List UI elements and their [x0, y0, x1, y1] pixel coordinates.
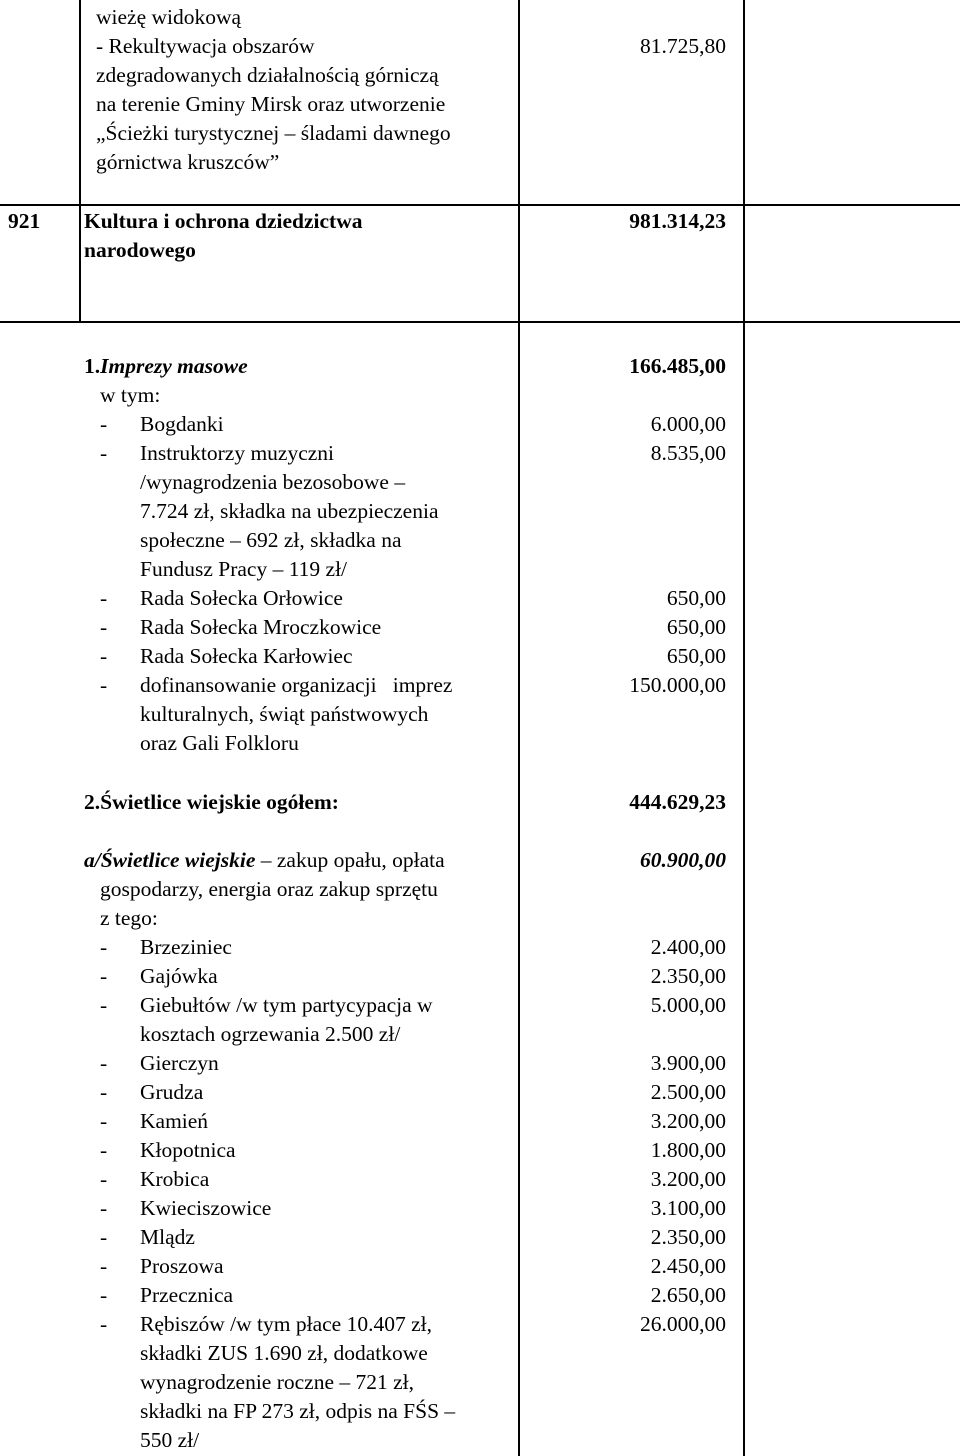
list-amount: 26.000,00: [640, 1312, 726, 1336]
col-divider-amount: [743, 0, 745, 1456]
list-item: Mlądz: [140, 1225, 195, 1249]
list-amount: 2.400,00: [650, 935, 726, 959]
list-amount: 2.450,00: [650, 1254, 726, 1278]
list-item: Brzeziniec: [140, 935, 232, 959]
list-amount: 8.535,00: [650, 441, 726, 465]
swietlice-sub-title: a/Świetlice wiejskie: [84, 848, 256, 872]
imprezy-title: Imprezy masowe: [100, 354, 248, 378]
col-divider-desc: [518, 0, 520, 1456]
list-item-cont: 7.724 zł, składka na ubezpieczenia: [140, 499, 439, 523]
list-amount: 5.000,00: [650, 993, 726, 1017]
row-divider-1: [0, 204, 960, 206]
dash: -: [100, 1167, 108, 1191]
section-amount: 981.314,23: [629, 209, 726, 233]
list-item-cont: kosztach ogrzewania 2.500 zł/: [140, 1022, 401, 1046]
dash: -: [100, 615, 108, 639]
dash: -: [100, 1312, 108, 1336]
dash: -: [100, 586, 108, 610]
row-divider-2: [0, 321, 960, 323]
swietlice-sub-heading: [84, 846, 445, 875]
dash: -: [100, 412, 108, 436]
list-item-cont: oraz Gali Folkloru: [140, 731, 299, 755]
dash: -: [100, 441, 108, 465]
swietlice-sub-amount: 60.900,00: [640, 848, 726, 872]
imprezy-amount: 166.485,00: [629, 354, 726, 378]
dash: -: [100, 1109, 108, 1133]
list-item: Rada Sołecka Orłowice: [140, 586, 343, 610]
list-item-cont: 550 zł/: [140, 1428, 200, 1452]
dash: -: [100, 935, 108, 959]
prev-amount: 81.725,80: [640, 34, 726, 58]
imprezy-wtym: w tym:: [100, 383, 161, 407]
dash: -: [100, 1080, 108, 1104]
section-title: Kultura i ochrona dziedzictwa: [84, 209, 363, 233]
list-amount: 2.650,00: [650, 1283, 726, 1307]
dash: -: [100, 1196, 108, 1220]
list-item: Grudza: [140, 1080, 204, 1104]
swietlice-sub-rest: – zakup opału, opłata: [255, 848, 445, 872]
list-amount: 150.000,00: [629, 673, 726, 697]
list-item: Instruktorzy muzyczni: [140, 441, 335, 465]
list-amount: 3.100,00: [650, 1196, 726, 1220]
list-item: Gajówka: [140, 964, 218, 988]
prev-line: zdegradowanych działalnością górniczą: [96, 63, 439, 87]
list-item-cont: /wynagrodzenia bezosobowe –: [140, 470, 406, 494]
swietlice-ztego: z tego:: [100, 906, 158, 930]
list-item: Proszowa: [140, 1254, 224, 1278]
list-item: Kłopotnica: [140, 1138, 236, 1162]
col-divider-code: [79, 0, 81, 323]
dash: -: [100, 993, 108, 1017]
list-item-cont: kulturalnych, świąt państwowych: [140, 702, 429, 726]
list-amount: 6.000,00: [650, 412, 726, 436]
swietlice-sub-line2: gospodarzy, energia oraz zakup sprzętu: [100, 877, 438, 901]
dash: -: [100, 1283, 108, 1307]
prev-line: górnictwa kruszców”: [96, 150, 280, 174]
dash: -: [100, 673, 108, 697]
list-item: Kamień: [140, 1109, 209, 1133]
list-item-cont: społeczne – 692 zł, składka na: [140, 528, 402, 552]
list-item-cont: składki na FP 273 zł, odpis na FŚS –: [140, 1399, 456, 1423]
list-item: Krobica: [140, 1167, 210, 1191]
list-item: Rębiszów /w tym płace 10.407 zł,: [140, 1312, 432, 1336]
list-item-cont: wynagrodzenie roczne – 721 zł,: [140, 1370, 415, 1394]
list-item: dofinansowanie organizacji imprez: [140, 673, 453, 697]
prev-line: „Ścieżki turystycznej – śladami dawnego: [96, 121, 451, 145]
list-amount: 2.500,00: [650, 1080, 726, 1104]
list-amount: 2.350,00: [650, 1225, 726, 1249]
prev-line: na terenie Gminy Mirsk oraz utworzenie: [96, 92, 446, 116]
imprezy-number: 1.: [84, 354, 101, 378]
list-item: Bogdanki: [140, 412, 224, 436]
dash: -: [100, 964, 108, 988]
section-title: narodowego: [84, 238, 196, 262]
list-amount: 3.200,00: [650, 1109, 726, 1133]
list-amount: 3.900,00: [650, 1051, 726, 1075]
dash: -: [100, 1225, 108, 1249]
list-amount: 3.200,00: [650, 1167, 726, 1191]
list-amount: 1.800,00: [650, 1138, 726, 1162]
list-amount: 650,00: [666, 586, 726, 610]
section-code: 921: [8, 209, 41, 233]
list-item: Rada Sołecka Karłowiec: [140, 644, 353, 668]
dash: -: [100, 1254, 108, 1278]
dash: -: [100, 1051, 108, 1075]
prev-line: wieżę widokową: [96, 5, 242, 29]
dash: -: [100, 644, 108, 668]
prev-line: - Rekultywacja obszarów: [96, 34, 315, 58]
list-item-cont: Fundusz Pracy – 119 zł/: [140, 557, 348, 581]
swietlice-heading: 2.Świetlice wiejskie ogółem:: [84, 790, 339, 814]
imprezy-heading: [84, 352, 248, 381]
list-item-cont: składki ZUS 1.690 zł, dodatkowe: [140, 1341, 428, 1365]
list-item: Giebułtów /w tym partycypacja w: [140, 993, 433, 1017]
list-amount: 2.350,00: [650, 964, 726, 988]
dash: -: [100, 1138, 108, 1162]
list-amount: 650,00: [666, 644, 726, 668]
list-item: Kwieciszowice: [140, 1196, 272, 1220]
list-amount: 650,00: [666, 615, 726, 639]
swietlice-amount: 444.629,23: [629, 790, 726, 814]
list-item: Przecznica: [140, 1283, 234, 1307]
list-item: Rada Sołecka Mroczkowice: [140, 615, 382, 639]
list-item: Gierczyn: [140, 1051, 219, 1075]
